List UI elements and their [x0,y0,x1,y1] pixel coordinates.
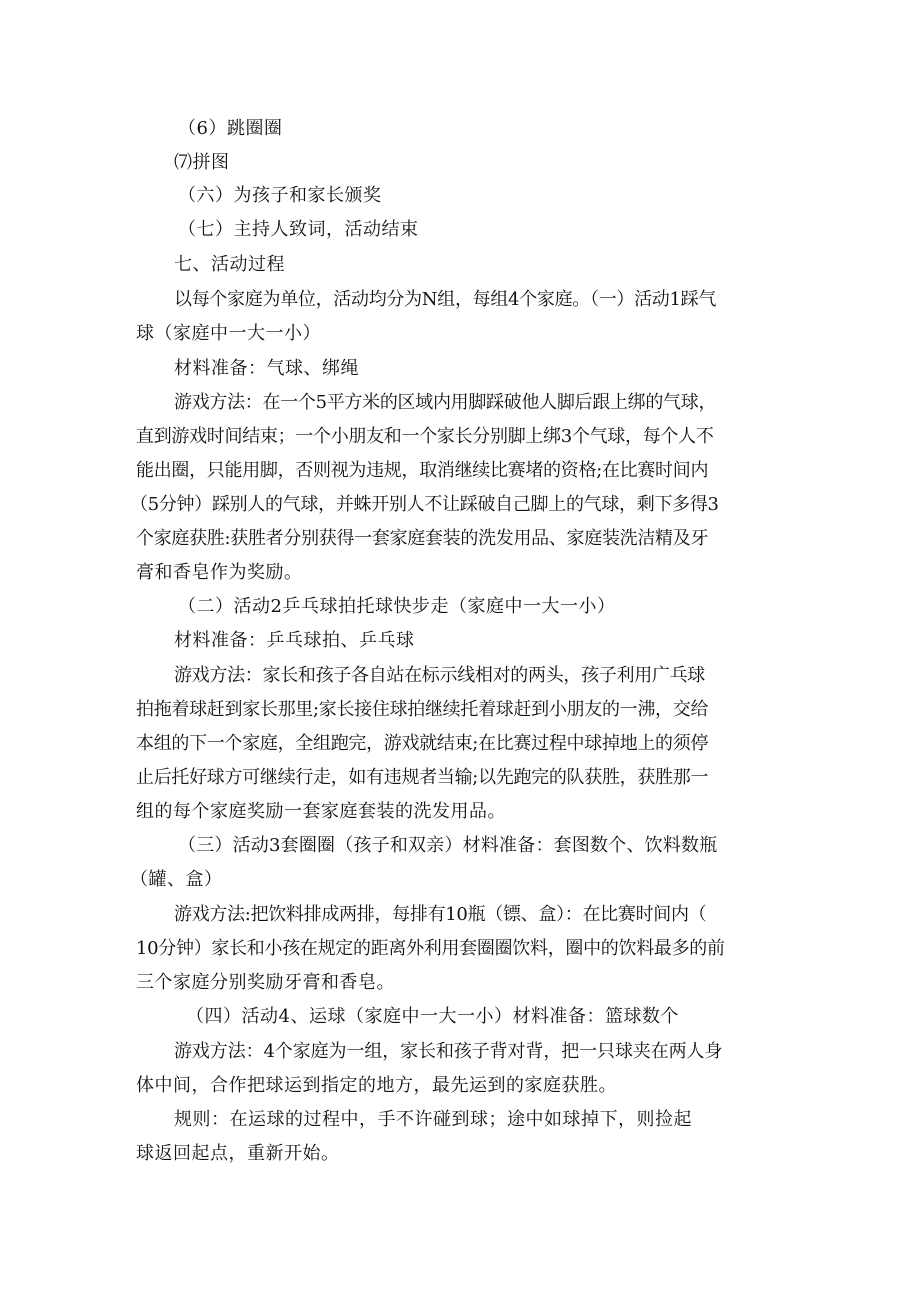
text-line: 拍拖着球赶到家长那里;家长接住球拍继续托着球赶到小朋友的一沸，交给 [136,699,709,720]
text-line: 本组的下一个家庭，全组跑完，游戏就结束;在比赛过程中球掉地上的须停 [136,733,709,754]
text-line: 材料准备：乒乓球拍、乒乓球 [174,630,415,651]
text-line: 游戏方法：4个家庭为一组，家长和孩子背对背，把一只球夹在两人身 [174,1041,723,1062]
text-line: 10分钟）家长和小孩在规定的距离外利用套圈圈饮料，圈中的饮料最多的前 [136,938,725,959]
text-line: （三）活动3套圈圈（孩子和双亲）材料准备：套图数个、饮料数瓶 [178,835,718,856]
text-line: 游戏方法：在一个5平方米的区域内用脚踩破他人脚后跟上绑的气球， [174,392,717,413]
text-line: 规则：在运球的过程中，手不许碰到球；途中如球掉下，则捡起 [174,1109,692,1130]
text-line: 止后托好球方可继续行走，如有违规者当输;以先跑完的队获胜，获胜那一 [136,767,709,788]
text-line: （罐、盒） [130,869,223,890]
text-line: 以每个家庭为单位，活动均分为N组，每组4个家庭。（一）活动1踩气 [174,289,717,310]
text-line: 膏和香皂作为奖励。 [136,562,303,583]
text-line: （七）主持人致词，活动结束 [178,219,419,240]
text-line: 直到游戏时间结束；一个小朋友和一个家长分别脚上绑3个气球，每个人不 [136,426,714,447]
text-line: 球（家庭中一大一小） [136,323,321,344]
text-line: （六）为孩子和家长颁奖 [178,185,382,206]
text-line: 三个家庭分别奖励牙膏和香皂。 [136,972,395,993]
text-line: （6）跳圈圈 [178,118,283,139]
text-line: ⑺拼图 [174,152,230,173]
text-line: 材料准备：气球、绑绳 [174,358,359,379]
text-line: （5分钟）踩别人的气球，并蛛开别人不让踩破自己脚上的气球，剩下多得3 [130,494,719,515]
text-line: （二）活动2乒乓球拍托球快步走（家庭中一大一小） [178,596,616,617]
text-line: （四）活动4、运球（家庭中一大一小）材料准备：篮球数个 [186,1006,679,1027]
text-line: 能出圈，只能用脚，否则视为违规，取消继续比赛堵的资格;在比赛时间内 [136,460,709,481]
section-heading: 七、活动过程 [174,254,285,275]
text-line: 游戏方法：家长和孩子各自站在标示线相对的两头，孩子利用广乓球 [174,665,705,686]
text-line: 游戏方法:把饮料排成两排，每排有10瓶（镖、盒）：在比赛时间内（ [174,904,707,925]
text-line: 个家庭获胜:获胜者分别获得一套家庭套装的洗发用品、家庭装洗洁精及牙 [136,528,709,549]
text-line: 体中间，合作把球运到指定的地方，最先运到的家庭获胜。 [136,1075,617,1096]
text-line: 球返回起点，重新开始。 [136,1143,340,1164]
text-line: 组的每个家庭奖励一套家庭套装的洗发用品。 [136,801,506,822]
